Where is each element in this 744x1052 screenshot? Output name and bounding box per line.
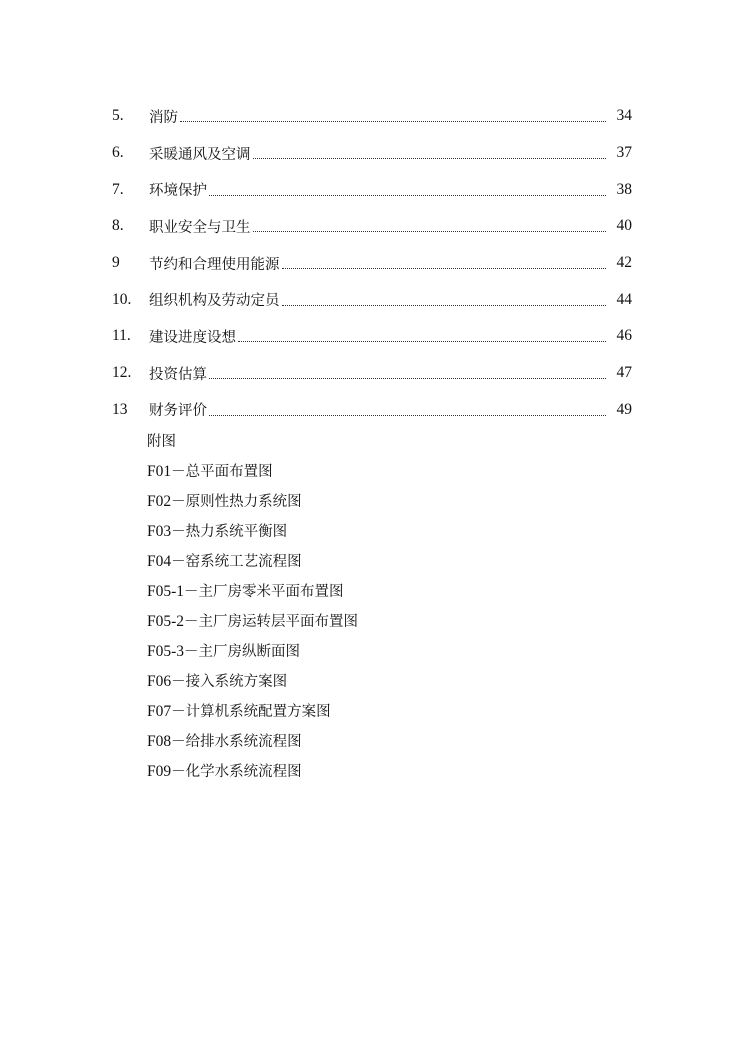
appendix-figures — [147, 427, 358, 787]
table-of-contents — [112, 98, 632, 428]
toc-entry-8[interactable] — [112, 208, 632, 245]
figure-title: －主厂房零米平面布置图 — [184, 584, 344, 600]
dot-leader — [282, 304, 607, 306]
toc-title: 消防 — [149, 109, 178, 126]
toc-page-number: 49 — [616, 400, 632, 418]
toc-page-number: 37 — [616, 144, 632, 162]
toc-page-number: 34 — [616, 107, 632, 125]
figure-title: －化学水系统流程图 — [171, 764, 302, 780]
toc-number: 6. — [112, 144, 124, 162]
toc-number: 12. — [112, 364, 132, 382]
toc-title: 财务评价 — [149, 403, 207, 420]
toc-page-number: 40 — [616, 217, 632, 235]
toc-title: 职业安全与卫生 — [149, 219, 251, 236]
figure-code: F02 — [147, 493, 172, 510]
dot-leader — [238, 340, 606, 342]
appendix-title: 附图 — [147, 434, 176, 450]
toc-number: 7. — [112, 180, 124, 198]
toc-entry-12[interactable] — [112, 355, 632, 392]
dot-leader — [253, 157, 607, 159]
toc-title: 组织机构及劳动定员 — [149, 293, 280, 310]
toc-number: 5. — [112, 107, 124, 125]
toc-number: 13 — [112, 400, 128, 418]
toc-page-number: 47 — [616, 364, 632, 382]
figure-title: －主厂房运转层平面布置图 — [184, 614, 359, 630]
toc-entry-7[interactable] — [112, 171, 632, 208]
toc-number: 10. — [112, 290, 132, 308]
toc-title: 采暖通风及空调 — [149, 146, 251, 163]
toc-entry-10[interactable] — [112, 281, 632, 318]
figure-code: F09 — [147, 763, 172, 780]
figure-title: －窑系统工艺流程图 — [171, 554, 302, 570]
figure-entry[interactable] — [147, 637, 358, 667]
figure-entry[interactable] — [147, 517, 358, 547]
figure-entry[interactable] — [147, 697, 358, 727]
figure-title: －给排水系统流程图 — [171, 734, 302, 750]
figure-code: F06 — [147, 673, 172, 690]
toc-number: 9 — [112, 254, 120, 272]
figure-code: F03 — [147, 523, 172, 540]
figure-title: －热力系统平衡图 — [171, 524, 288, 540]
figure-code: F05-2 — [147, 613, 185, 630]
toc-entry-13[interactable] — [112, 392, 632, 429]
figure-code: F08 — [147, 733, 172, 750]
toc-page-number: 38 — [616, 180, 632, 198]
toc-entry-5[interactable] — [112, 98, 632, 135]
toc-number: 8. — [112, 217, 124, 235]
dot-leader — [282, 267, 607, 269]
figure-title: －计算机系统配置方案图 — [171, 704, 331, 720]
toc-page-number: 44 — [616, 290, 632, 308]
toc-entry-6[interactable] — [112, 135, 632, 172]
figure-entry[interactable] — [147, 547, 358, 577]
figure-code: F04 — [147, 553, 172, 570]
toc-title: 投资估算 — [149, 366, 207, 383]
figure-entry[interactable] — [147, 457, 358, 487]
figure-entry[interactable] — [147, 607, 358, 637]
toc-title: 节约和合理使用能源 — [149, 256, 280, 273]
dot-leader — [209, 377, 606, 379]
figure-code: F07 — [147, 703, 172, 720]
figure-entry[interactable] — [147, 667, 358, 697]
figure-entry[interactable] — [147, 727, 358, 757]
figure-title: －主厂房纵断面图 — [184, 644, 301, 660]
dot-leader — [180, 120, 606, 122]
figure-entry[interactable] — [147, 487, 358, 517]
figure-title: －原则性热力系统图 — [171, 494, 302, 510]
figure-code: F05-1 — [147, 583, 185, 600]
toc-page-number: 46 — [616, 327, 632, 345]
toc-entry-11[interactable] — [112, 318, 632, 355]
toc-title: 环境保护 — [149, 183, 207, 200]
figure-code: F05-3 — [147, 643, 185, 660]
dot-leader — [209, 414, 606, 416]
toc-number: 11. — [112, 327, 131, 345]
figure-entry[interactable] — [147, 757, 358, 787]
figure-entry[interactable] — [147, 577, 358, 607]
toc-page-number: 42 — [616, 254, 632, 272]
toc-entry-9[interactable] — [112, 245, 632, 282]
figure-code: F01 — [147, 463, 172, 480]
figure-title: －接入系统方案图 — [171, 674, 288, 690]
figure-title: －总平面布置图 — [171, 464, 273, 480]
dot-leader — [209, 194, 606, 196]
dot-leader — [253, 230, 607, 232]
toc-title: 建设进度设想 — [149, 329, 236, 346]
